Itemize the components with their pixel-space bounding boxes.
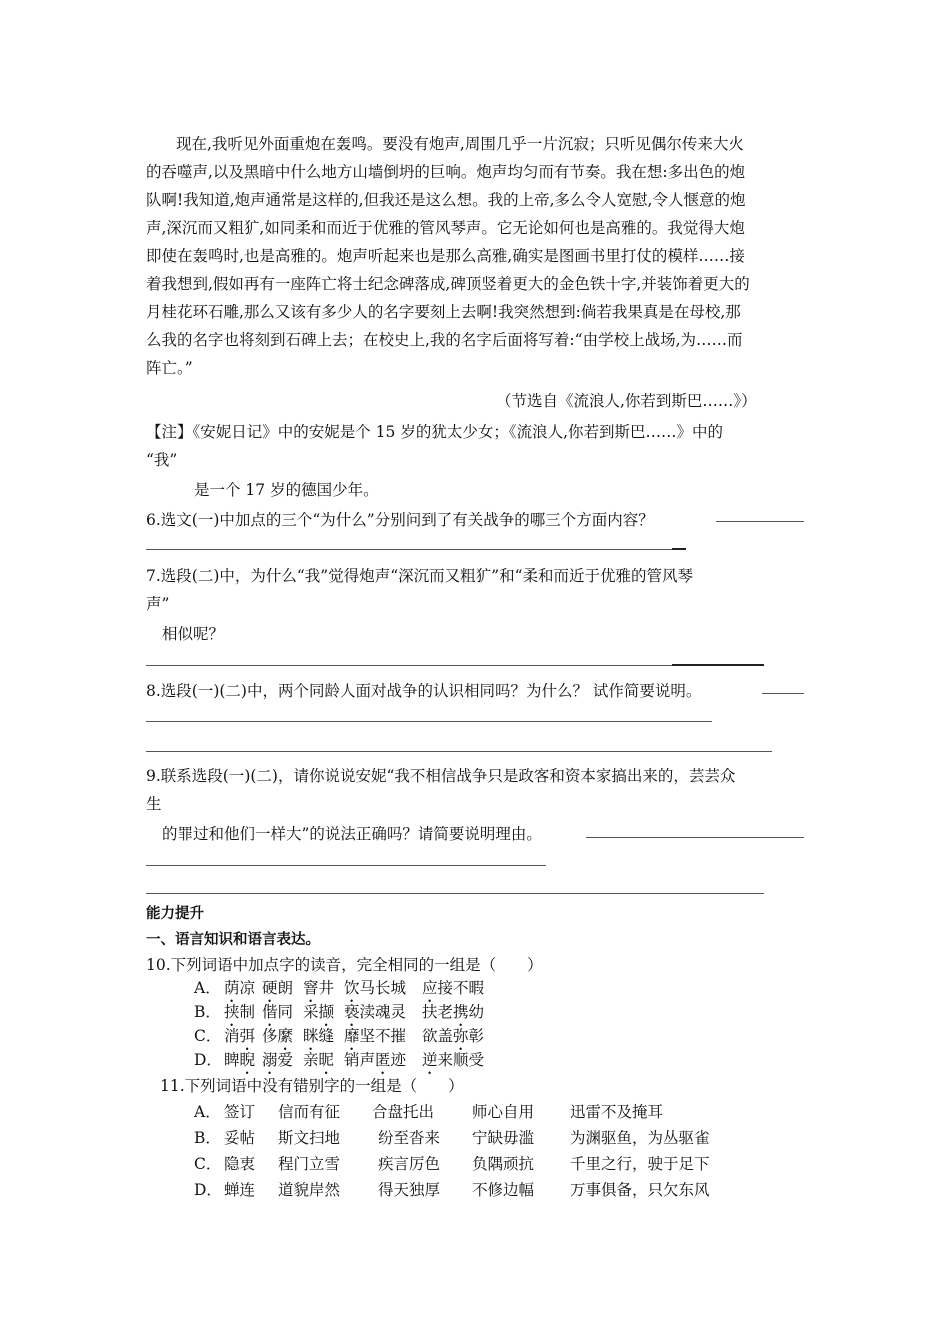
option-label: D． — [194, 1181, 222, 1199]
word: 斯文扫地 — [278, 1129, 341, 1147]
word: 纷至沓来 — [378, 1129, 441, 1147]
option-label: D． — [194, 1051, 222, 1069]
word: 不修边幅 — [472, 1181, 535, 1199]
note-line-1: 【注】《安妮日记》中的安妮是个 15 岁的犹太少女；《流浪人,你若到斯巴……》中的 — [146, 423, 724, 441]
option-label: C． — [194, 1027, 222, 1045]
option-label: B． — [194, 1129, 221, 1147]
passage-line-8: 么我的名字也将刻到石碑上去；在校史上,我的名字后面将写着:“由学校上战场,为……而 — [146, 331, 743, 349]
passage-source: （节选自《流浪人,你若到斯巴……》） — [496, 392, 757, 410]
note-line-2: “我” — [146, 451, 178, 469]
question-7-line-3: 相似呢？ — [162, 625, 225, 643]
question-11-stem: 11.下列词语中没有错别字的一组是（ ） — [160, 1077, 464, 1095]
word: 万事俱备，只欠东风 — [570, 1181, 710, 1199]
word: 靡坚不摧 — [344, 1027, 407, 1045]
word: 负隅顽抗 — [472, 1155, 535, 1173]
word: 亵渎魂灵 — [344, 1003, 407, 1021]
word: 睥睨 — [224, 1051, 256, 1069]
passage-line-6: 着我想到,假如再有一座阵亡将士纪念碑落成,碑顶竖着更大的金色铁十字,并装饰着更大的 — [146, 275, 750, 293]
passage-line-7: 月桂花环石雕,那么又该有多少人的名字要刻上去啊!我突然想到:倘若我果真是在母校,那 — [146, 303, 741, 321]
answer-line-9a[interactable] — [586, 837, 804, 838]
answer-line-9c[interactable] — [146, 893, 764, 894]
word: 信而有征 — [278, 1103, 341, 1121]
word: 疾言厉色 — [378, 1155, 441, 1173]
word: 蝉连 — [224, 1181, 256, 1199]
answer-line-6c — [672, 548, 686, 550]
word: 逆来顺受 — [422, 1051, 485, 1069]
answer-line-6a[interactable] — [716, 521, 804, 522]
passage-line-4: 声,深沉而又粗犷,如同柔和而近于优雅的管风琴声。它无论如何也是高雅的。我觉得大炮 — [146, 219, 745, 237]
word: 饮马长城 — [344, 979, 407, 997]
option-label: A． — [194, 979, 221, 997]
answer-line-9b[interactable] — [146, 865, 546, 866]
word: 偕同 — [262, 1003, 294, 1021]
word: 得天独厚 — [378, 1181, 441, 1199]
word: 千里之行，驶于足下 — [570, 1155, 710, 1173]
passage-line-2: 的吞噬声,以及黑暗中什么地方山墙倒坍的巨响。炮声均匀而有节奏。我在想:多出色的炮 — [146, 163, 746, 181]
question-8: 8.选段(一)(二)中，两个同龄人面对战争的认识相同吗？为什么？ 试作简要说明。 — [146, 682, 702, 700]
passage-line-3: 队啊!我知道,炮声通常是这样的,但我还是这么想。我的上帝,多么令人宽慰,令人惬意的炮 — [146, 191, 746, 209]
word: 扶老携幼 — [422, 1003, 485, 1021]
word: 道貌岸然 — [278, 1181, 341, 1199]
word: 隐衷 — [224, 1155, 256, 1173]
word: 溺爱 — [262, 1051, 294, 1069]
word: 销声匿迹 — [344, 1051, 407, 1069]
word: 窨井 — [303, 979, 335, 997]
question-7-line-1: 7.选段(二)中，为什么“我”觉得炮声“深沉而又粗犷”和“柔和而近于优雅的管风琴 — [146, 567, 694, 585]
word: 消弭 — [224, 1027, 256, 1045]
word: 眯缝 — [303, 1027, 335, 1045]
word: 合盘托出 — [372, 1103, 435, 1121]
answer-line-8a[interactable] — [762, 693, 804, 694]
passage-line-9: 阵亡。” — [146, 359, 193, 377]
word: 亲昵 — [303, 1051, 335, 1069]
option-label: C． — [194, 1155, 222, 1173]
answer-line-7b — [672, 664, 764, 666]
word: 欲盖弥彰 — [422, 1027, 485, 1045]
word: 硬朗 — [262, 979, 294, 997]
question-9-line-3: 的罪过和他们一样大”的说法正确吗？请简要说明理由。 — [162, 825, 542, 843]
section-heading: 能力提升 — [146, 906, 204, 922]
option-label: A． — [194, 1103, 221, 1121]
question-10-stem: 10.下列词语中加点字的读音，完全相同的一组是（ ） — [146, 956, 543, 974]
word: 荫凉 — [224, 979, 256, 997]
answer-line-7a[interactable] — [146, 665, 672, 666]
word: 程门立雪 — [278, 1155, 341, 1173]
answer-line-6b[interactable] — [146, 549, 672, 550]
word: 侈縻 — [262, 1027, 294, 1045]
word: 为渊驱鱼，为丛驱雀 — [570, 1129, 710, 1147]
answer-line-8b[interactable] — [146, 721, 712, 722]
question-9-line-1: 9.联系选段(一)(二)，请你说说安妮“我不相信战争只是政客和资本家搞出来的，芸芸众 — [146, 767, 736, 785]
section-subheading: 一、语言知识和语言表达。 — [146, 932, 320, 948]
word: 签订 — [224, 1103, 256, 1121]
word: 迅雷不及掩耳 — [570, 1103, 664, 1121]
answer-line-8c[interactable] — [146, 751, 772, 752]
word: 宁缺毋滥 — [472, 1129, 535, 1147]
question-7-line-2: 声” — [146, 595, 170, 613]
question-6: 6.选文(一)中加点的三个“为什么”分别问到了有关战争的哪三个方面内容？ — [146, 511, 654, 529]
word: 挟制 — [224, 1003, 256, 1021]
word: 采撷 — [303, 1003, 335, 1021]
word: 应接不暇 — [422, 979, 485, 997]
passage-line-1: 现在,我听见外面重炮在轰鸣。要没有炮声,周围几乎一片沉寂；只听见偶尔传来大火 — [176, 135, 744, 153]
note-line-3: 是一个 17 岁的德国少年。 — [194, 481, 379, 499]
passage-line-5: 即使在轰鸣时,也是高雅的。炮声听起来也是那么高雅,确实是图画书里打仗的模样……接 — [146, 247, 745, 265]
option-label: B． — [194, 1003, 221, 1021]
question-9-line-2: 生 — [146, 795, 162, 813]
word: 妥帖 — [224, 1129, 256, 1147]
word: 师心自用 — [472, 1103, 535, 1121]
